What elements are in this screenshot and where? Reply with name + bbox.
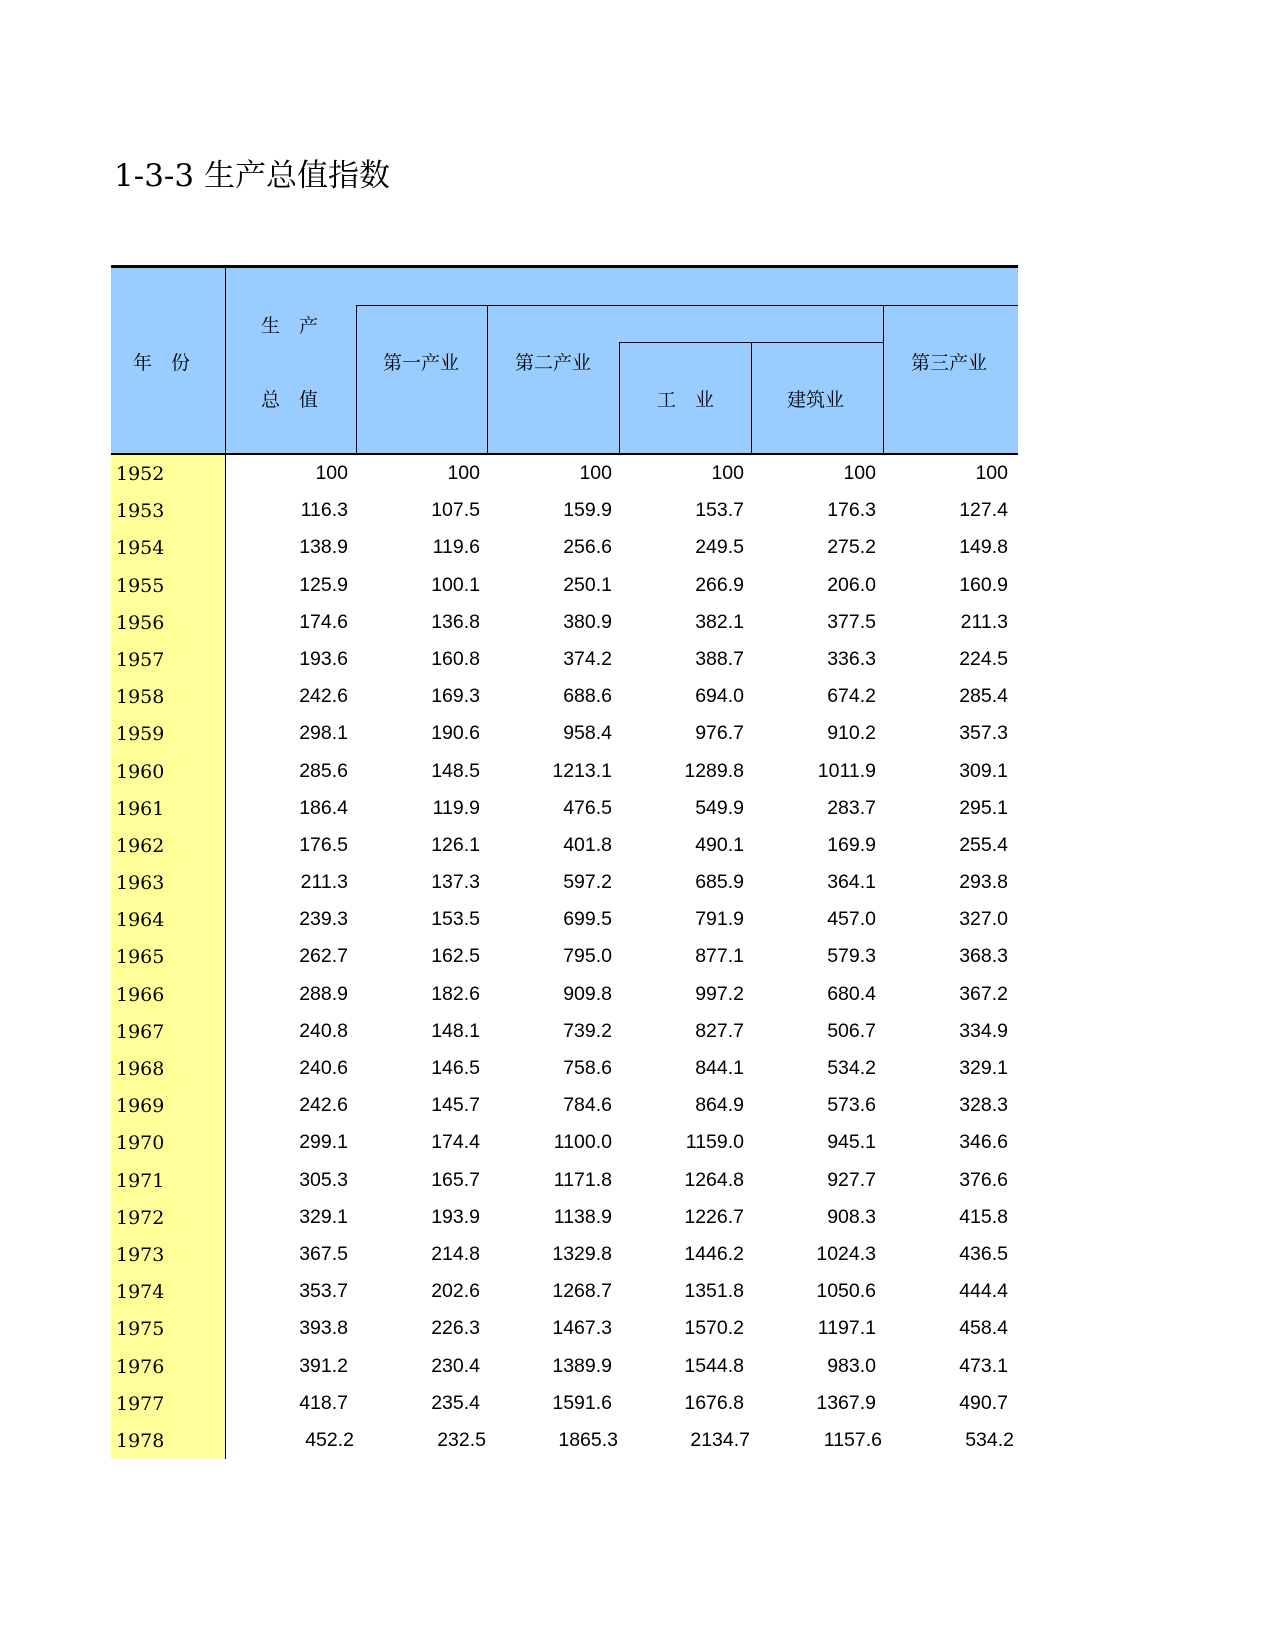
year-label: 1969 — [116, 1095, 165, 1118]
value-cell: 1157.6 — [823, 1428, 882, 1451]
value-cell: 795.0 — [563, 945, 612, 968]
value-cell: 293.8 — [959, 871, 1008, 894]
value-cell: 758.6 — [563, 1057, 612, 1079]
value-cell: 148.5 — [431, 759, 480, 782]
header-tertiary-industry: 第三产业 — [911, 352, 988, 374]
value-cell: 534.2 — [827, 1057, 876, 1079]
year-cell — [111, 1310, 226, 1347]
value-cell: 295.1 — [959, 796, 1008, 819]
year-label: 1971 — [116, 1169, 165, 1192]
value-cell: 242.6 — [299, 1094, 348, 1117]
value-cell: 214.8 — [431, 1242, 480, 1265]
value-cell: 235.4 — [431, 1391, 480, 1414]
value-cell: 334.9 — [959, 1019, 1008, 1042]
value-cell: 285.6 — [299, 759, 348, 782]
value-cell: 116.3 — [300, 499, 348, 522]
value-cell: 146.5 — [431, 1057, 480, 1079]
year-cell — [111, 1050, 226, 1087]
value-cell: 458.4 — [959, 1317, 1008, 1340]
table-row — [111, 1124, 1018, 1161]
table-row — [111, 1310, 1018, 1347]
value-cell: 579.3 — [827, 945, 876, 968]
table-row — [111, 753, 1018, 790]
value-cell: 388.7 — [695, 647, 744, 670]
table-header — [111, 268, 1018, 455]
value-cell: 1011.9 — [817, 759, 876, 782]
value-cell: 827.7 — [695, 1019, 744, 1042]
gdp-index-table — [111, 265, 1018, 1459]
value-cell: 376.6 — [959, 1168, 1008, 1191]
value-cell: 1171.8 — [553, 1168, 612, 1191]
value-cell: 688.6 — [563, 685, 612, 708]
value-cell: 784.6 — [563, 1094, 612, 1117]
value-cell: 415.8 — [959, 1205, 1008, 1228]
value-cell: 1100.0 — [553, 1131, 612, 1154]
table-row — [111, 976, 1018, 1013]
year-cell — [111, 492, 226, 529]
year-cell — [111, 455, 226, 492]
year-cell — [111, 827, 226, 864]
year-cell — [111, 901, 226, 938]
table-row — [111, 455, 1018, 492]
year-label: 1967 — [116, 1020, 165, 1043]
value-cell: 329.1 — [299, 1205, 348, 1228]
value-cell: 490.7 — [959, 1391, 1008, 1414]
table-row — [111, 790, 1018, 827]
value-cell: 1024.3 — [816, 1242, 876, 1265]
value-cell: 153.5 — [431, 908, 480, 931]
value-cell: 490.1 — [695, 833, 744, 856]
year-label: 1955 — [116, 574, 165, 597]
year-label: 1963 — [116, 872, 165, 895]
value-cell: 119.9 — [432, 796, 480, 819]
value-cell: 1268.7 — [552, 1280, 612, 1303]
value-cell: 1467.3 — [552, 1317, 612, 1340]
value-cell: 909.8 — [563, 982, 612, 1005]
year-label: 1974 — [116, 1281, 165, 1304]
value-cell: 983.0 — [827, 1354, 876, 1377]
year-cell — [111, 864, 226, 901]
year-cell — [111, 1124, 226, 1161]
value-cell: 100 — [315, 462, 348, 484]
year-label: 1964 — [116, 909, 165, 932]
value-cell: 401.8 — [563, 833, 612, 856]
value-cell: 844.1 — [695, 1057, 744, 1079]
table-row — [111, 529, 1018, 566]
year-label: 1957 — [116, 648, 165, 671]
value-cell: 739.2 — [563, 1019, 612, 1042]
year-label: 1965 — [116, 946, 165, 969]
table-row — [111, 604, 1018, 641]
value-cell: 127.4 — [959, 499, 1008, 522]
value-cell: 877.1 — [695, 945, 744, 968]
year-cell — [111, 1199, 226, 1236]
year-cell — [111, 1348, 226, 1385]
year-cell — [111, 715, 226, 752]
value-cell: 266.9 — [695, 573, 744, 596]
year-label: 1976 — [116, 1355, 165, 1378]
value-cell: 240.6 — [299, 1057, 348, 1079]
value-cell: 174.4 — [431, 1131, 480, 1154]
value-cell: 256.6 — [563, 536, 612, 559]
value-cell: 597.2 — [563, 871, 612, 894]
table-body — [111, 455, 1018, 1459]
value-cell: 262.7 — [299, 945, 348, 968]
header-construction: 建筑业 — [787, 389, 845, 411]
value-cell: 138.9 — [299, 536, 348, 559]
value-cell: 1865.3 — [558, 1428, 618, 1451]
value-cell: 945.1 — [827, 1131, 876, 1154]
value-cell: 506.7 — [827, 1019, 876, 1042]
value-cell: 1264.8 — [684, 1168, 744, 1191]
value-cell: 100.1 — [431, 573, 480, 596]
value-cell: 364.1 — [827, 871, 876, 894]
value-cell: 444.4 — [959, 1280, 1008, 1303]
value-cell: 224.5 — [959, 647, 1008, 670]
value-cell: 1138.9 — [553, 1205, 612, 1228]
value-cell: 699.5 — [563, 908, 612, 931]
table-row — [111, 901, 1018, 938]
year-cell — [111, 976, 226, 1013]
value-cell: 193.9 — [431, 1205, 480, 1228]
value-cell: 137.3 — [431, 871, 480, 894]
table-row — [111, 864, 1018, 901]
year-label: 1962 — [116, 834, 165, 857]
value-cell: 169.9 — [827, 833, 876, 856]
year-cell — [111, 1087, 226, 1124]
header-gdp-line1: 生 产 — [261, 315, 319, 337]
value-cell: 190.6 — [431, 722, 480, 745]
value-cell: 176.5 — [299, 833, 348, 856]
year-label: 1958 — [116, 686, 165, 709]
value-cell: 573.6 — [827, 1094, 876, 1117]
value-cell: 910.2 — [827, 722, 876, 745]
value-cell: 162.5 — [431, 945, 480, 968]
page-title: 1-3-3 生产总值指数 — [114, 158, 390, 194]
table-row — [111, 492, 1018, 529]
value-cell: 242.6 — [299, 685, 348, 708]
table-row — [111, 1199, 1018, 1236]
value-cell: 1389.9 — [552, 1354, 612, 1377]
value-cell: 908.3 — [827, 1205, 876, 1228]
value-cell: 958.4 — [563, 722, 612, 745]
year-label: 1970 — [116, 1132, 165, 1155]
value-cell: 1367.9 — [816, 1391, 876, 1414]
value-cell: 100 — [579, 462, 612, 484]
value-cell: 305.3 — [299, 1168, 348, 1191]
year-cell — [111, 1013, 226, 1050]
value-cell: 206.0 — [827, 573, 876, 596]
value-cell: 377.5 — [827, 610, 876, 633]
value-cell: 145.7 — [431, 1094, 480, 1117]
value-cell: 211.3 — [960, 610, 1008, 633]
value-cell: 436.5 — [959, 1242, 1008, 1265]
value-cell: 1591.6 — [552, 1391, 612, 1414]
year-cell — [111, 1162, 226, 1199]
value-cell: 336.3 — [827, 647, 876, 670]
value-cell: 1570.2 — [684, 1317, 744, 1340]
year-label: 1960 — [116, 760, 165, 783]
value-cell: 107.5 — [431, 499, 480, 522]
value-cell: 476.5 — [563, 796, 612, 819]
value-cell: 452.2 — [305, 1428, 354, 1451]
value-cell: 283.7 — [827, 796, 876, 819]
value-cell: 1676.8 — [684, 1391, 744, 1414]
value-cell: 791.9 — [695, 908, 744, 931]
year-label: 1953 — [116, 500, 165, 523]
value-cell: 148.1 — [431, 1019, 480, 1042]
value-cell: 100 — [975, 462, 1008, 484]
table-row — [111, 1422, 1018, 1459]
value-cell: 367.5 — [299, 1242, 348, 1265]
value-cell: 159.9 — [563, 499, 612, 522]
table-row — [111, 1050, 1018, 1087]
value-cell: 927.7 — [827, 1168, 876, 1191]
value-cell: 346.6 — [959, 1131, 1008, 1154]
value-cell: 100 — [711, 462, 744, 484]
year-label: 1952 — [116, 463, 165, 485]
value-cell: 250.1 — [563, 573, 612, 596]
value-cell: 1050.6 — [816, 1280, 876, 1303]
value-cell: 680.4 — [827, 982, 876, 1005]
value-cell: 534.2 — [965, 1428, 1014, 1451]
year-cell — [111, 678, 226, 715]
year-cell — [111, 1385, 226, 1422]
year-cell — [111, 1273, 226, 1310]
value-cell: 380.9 — [563, 610, 612, 633]
table-row — [111, 1162, 1018, 1199]
value-cell: 230.4 — [431, 1354, 480, 1377]
table-row — [111, 1013, 1018, 1050]
year-cell — [111, 641, 226, 678]
value-cell: 1289.8 — [684, 759, 744, 782]
value-cell: 327.0 — [959, 908, 1008, 931]
value-cell: 100 — [843, 462, 876, 484]
value-cell: 391.2 — [299, 1354, 348, 1377]
value-cell: 160.8 — [431, 647, 480, 670]
value-cell: 165.7 — [431, 1168, 480, 1191]
table-row — [111, 715, 1018, 752]
value-cell: 353.7 — [299, 1280, 348, 1303]
value-cell: 674.2 — [827, 685, 876, 708]
year-label: 1975 — [116, 1318, 165, 1341]
value-cell: 288.9 — [299, 982, 348, 1005]
value-cell: 226.3 — [431, 1317, 480, 1340]
value-cell: 126.1 — [431, 833, 480, 856]
value-cell: 1544.8 — [684, 1354, 744, 1377]
value-cell: 309.1 — [959, 759, 1008, 782]
year-label: 1972 — [116, 1206, 165, 1229]
value-cell: 2134.7 — [690, 1428, 750, 1451]
value-cell: 457.0 — [827, 908, 876, 931]
value-cell: 160.9 — [959, 573, 1008, 596]
header-primary-industry: 第一产业 — [383, 352, 460, 374]
value-cell: 997.2 — [695, 982, 744, 1005]
table-row — [111, 1385, 1018, 1422]
value-cell: 1329.8 — [552, 1242, 612, 1265]
year-label: 1956 — [116, 611, 165, 634]
value-cell: 249.5 — [695, 536, 744, 559]
value-cell: 119.6 — [432, 536, 480, 559]
year-label: 1959 — [116, 723, 165, 746]
value-cell: 1159.0 — [685, 1131, 744, 1154]
value-cell: 685.9 — [695, 871, 744, 894]
year-cell — [111, 938, 226, 975]
year-label: 1961 — [116, 797, 165, 820]
table-row — [111, 1236, 1018, 1273]
value-cell: 211.3 — [300, 871, 348, 894]
table-row — [111, 1273, 1018, 1310]
header-secondary-industry: 第二产业 — [515, 352, 592, 374]
table-row — [111, 641, 1018, 678]
year-label: 1968 — [116, 1058, 165, 1080]
value-cell: 328.3 — [959, 1094, 1008, 1117]
value-cell: 275.2 — [827, 536, 876, 559]
value-cell: 239.3 — [299, 908, 348, 931]
table-row — [111, 827, 1018, 864]
value-cell: 193.6 — [299, 647, 348, 670]
value-cell: 418.7 — [299, 1391, 348, 1414]
value-cell: 864.9 — [695, 1094, 744, 1117]
header-gdp-line2: 总 值 — [261, 389, 319, 411]
value-cell: 186.4 — [299, 796, 348, 819]
value-cell: 255.4 — [959, 833, 1008, 856]
year-cell — [111, 529, 226, 566]
table-row — [111, 567, 1018, 604]
value-cell: 176.3 — [827, 499, 876, 522]
value-cell: 136.8 — [431, 610, 480, 633]
year-cell — [111, 790, 226, 827]
header-year: 年 份 — [133, 352, 191, 374]
value-cell: 169.3 — [431, 685, 480, 708]
table-row — [111, 1087, 1018, 1124]
value-cell: 298.1 — [299, 722, 348, 745]
value-cell: 473.1 — [959, 1354, 1008, 1377]
value-cell: 125.9 — [299, 573, 348, 596]
year-cell — [111, 1236, 226, 1273]
value-cell: 100 — [447, 462, 480, 484]
value-cell: 374.2 — [563, 647, 612, 670]
value-cell: 368.3 — [959, 945, 1008, 968]
value-cell: 393.8 — [299, 1317, 348, 1340]
value-cell: 1351.8 — [684, 1280, 744, 1303]
value-cell: 1446.2 — [684, 1242, 744, 1265]
value-cell: 285.4 — [959, 685, 1008, 708]
value-cell: 149.8 — [959, 536, 1008, 559]
year-label: 1966 — [116, 983, 165, 1006]
value-cell: 153.7 — [695, 499, 744, 522]
table-row — [111, 1348, 1018, 1385]
value-cell: 240.8 — [299, 1019, 348, 1042]
value-cell: 299.1 — [299, 1131, 348, 1154]
year-label: 1977 — [116, 1392, 165, 1415]
value-cell: 1213.1 — [552, 759, 612, 782]
value-cell: 1226.7 — [684, 1205, 744, 1228]
value-cell: 367.2 — [959, 982, 1008, 1005]
value-cell: 202.6 — [431, 1280, 480, 1303]
year-cell — [111, 1422, 226, 1459]
year-label: 1954 — [116, 537, 165, 560]
year-cell — [111, 753, 226, 790]
year-label: 1973 — [116, 1243, 165, 1266]
value-cell: 174.6 — [299, 610, 348, 633]
header-industry: 工 业 — [657, 389, 715, 411]
value-cell: 549.9 — [695, 796, 744, 819]
value-cell: 1197.1 — [817, 1317, 876, 1340]
value-cell: 182.6 — [431, 982, 480, 1005]
year-cell — [111, 567, 226, 604]
value-cell: 232.5 — [437, 1428, 486, 1451]
table-row — [111, 678, 1018, 715]
value-cell: 329.1 — [959, 1057, 1008, 1079]
table-row — [111, 938, 1018, 975]
value-cell: 694.0 — [695, 685, 744, 708]
value-cell: 357.3 — [959, 722, 1008, 745]
year-label: 1978 — [116, 1429, 165, 1452]
value-cell: 976.7 — [695, 722, 744, 745]
value-cell: 382.1 — [695, 610, 744, 633]
year-cell — [111, 604, 226, 641]
